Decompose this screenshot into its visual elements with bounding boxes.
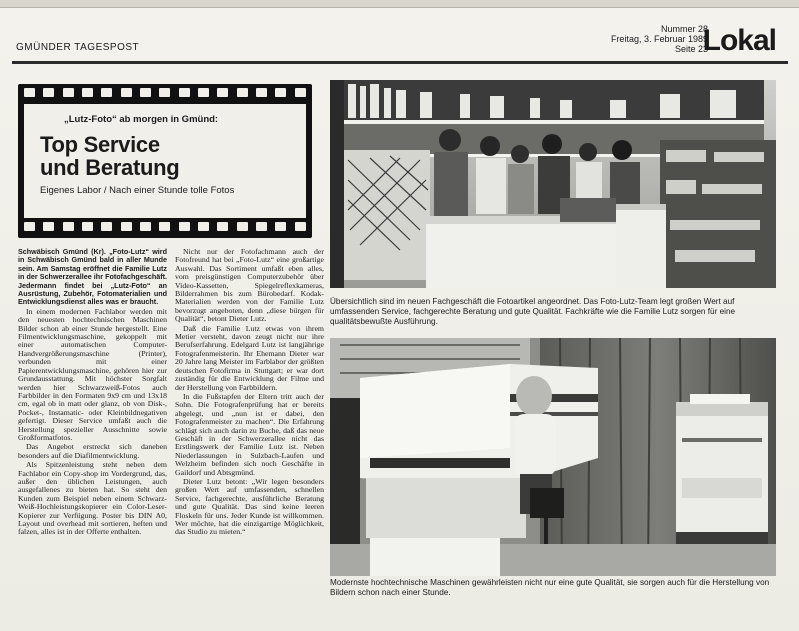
photo-caption-2: Modernste hochtechnische Maschinen gewährleisten nicht nur eine gute Qualität, sie sorgen auch für die Herstellung von Bildern schon nach einer Stunde. (330, 578, 770, 597)
headline-box (24, 104, 306, 218)
article-lead: Schwäbisch Gmünd (Kr). „Foto-Lutz“ wird in Schwäbisch Gmünd bald in aller Munde sein. Am Samstag eröffnet die Familie Lutz in der Schwerzerallee ihr Fotofachgeschäft. Jedermann findet bei „Lutz-Foto“ an Ausrüstung, Zubehör, Fotomaterialien und Entwicklungsdienst alles was er braucht. (18, 247, 167, 307)
article-column-2 (175, 248, 324, 628)
article-body (18, 248, 324, 628)
film-perforations-bottom (24, 222, 306, 234)
article-paragraph: Als Spitzenleistung steht neben dem Fachlabor ein Copy-shop im Vordergrund, das, außer den üblichen Leistungen, auch ausgefallenes zu bieten hat. So steht den Kunden zum Beispiel neben einem Schwarz-Weiß-Hochleistungskopierer ein Color-Leser-Kopierer zur Verfügung. Poster bis DIN A0, Layout und overhead mit sortieren, heften und falzen, alles ist in der Offerte enthalten. (18, 460, 167, 537)
photo-caption-1: Übersichtlich sind im neuen Fachgeschäft die Fotoartikel angeordnet. Das Foto-Lutz-Team legt großen Wert auf umfassenden Service, fachgerechte Beratung und gute Qualität. Fachkräfte wie die Familie Lutz sorgen für eine qualitätsbewußte Ausführung. (330, 297, 736, 326)
article-column-1 (18, 248, 167, 628)
issue-info (578, 24, 708, 54)
article-subhead: Eigenes Labor / Nach einer Stunde tolle Fotos (40, 185, 235, 196)
paper-name: GMÜNDER TAGESPOST (16, 42, 140, 53)
article-paragraph: Dieter Lutz betont: „Wir legen besonders großen Wert auf umfassenden, schnellen Service, fachgerechte, ausführliche Beratung und gute Qualität. Das sind keine leeren Floskeln für uns. Jeder Kunde ist willkommen. Wer möchte, hat die einzigartige Möglichkeit, das Studio zu mieten.“ (175, 476, 324, 537)
headline-line-2: und Beratung (40, 155, 180, 180)
article-paragraph: Daß die Familie Lutz etwas von ihrem Metier versteht, davon zeugt nicht nur ihre Berufserfahrung. Edelgard Lutz ist langjährige Fotografenmeisterin. Ihr Ehemann Dieter war 20 Jahre lang Meister im Farblabor der größten deutschen Fotofirma in Stuttgart; er war dort zuständig für die Entwicklung der Filme und der Herstellung von Farbbildern. (175, 323, 324, 392)
article-paragraph: Nicht nur der Fotofachmann auch der Fotofreund hat bei „Foto-Lutz“ eine großartige Auswahl. Das Sortiment umfaßt eben alles, vom preisgünstigen Computerzubehör über Video-Kassetten, Spiegelreflexkameras, Bilderrahmen bis zum Bürobedarf. Kodak-Materialien werden von der Familie Lutz bevorzugt angeboten, denn „diese bürgen für Qualität“, betont Dieter Lutz. (175, 247, 324, 324)
article-kicker: „Lutz-Foto“ ab morgen in Gmünd: (64, 114, 219, 125)
issue-number: Nummer 28 (660, 24, 708, 34)
article-headline (40, 133, 298, 179)
headline-line-1: Top Service (40, 132, 160, 157)
headline-film-strip (18, 84, 312, 238)
masthead (12, 22, 788, 62)
masthead-rule (12, 61, 788, 64)
lab-machines-photo (330, 338, 776, 576)
page-number: Seite 23 (674, 44, 708, 54)
issue-date: Freitag, 3. Februar 1989 (610, 34, 708, 44)
article-paragraph: In einem modernen Fachlabor werden mit den neuesten hochtechnischen Maschinen Bilder schon ab einer Stunde hergestellt. Eine Filmentwicklungsmaschine, gekoppelt mit einer automatischen Computer-Handvergrößerungsmaschine (Printer), verbunden mit einer Papierentwicklungsmaschine, gehören hier zur Grundausstattung. Mit höchster Sorgfalt werden hier Schwarzweiß-Fotos auch Farbbilder in den Formaten 9x9 cm und 13x18 cm, egal ob in matt oder glanz, ob von Disk-, Pocket-, Instamatic- oder Kleinbildnegativen gefertigt. Dieser Service umfaßt auch die Herstellung spezieller Ausschnitte sowie Großformatfotos. (18, 306, 167, 442)
section-title: Lokal (702, 24, 776, 57)
shop-team-photo (330, 80, 776, 288)
page-fold (0, 0, 799, 8)
film-perforations-top (24, 88, 306, 100)
article-paragraph: In die Fußstapfen der Eltern tritt auch der Sohn. Die Fotografenprüfung hat er bereits abgelegt, und „nun ist er dabei, den Fotografenmeister zu machen“. Die Erfahrung schlägt sich auch darin zu Buche, daß das neue Geschäft in der Schwerzerallee nicht das Erstlingswerk der Familie Lutz ist. Neben Niederlassungen in Sulzbach-Laufen und Welzheim befinden sich noch Geschäfte in Gaildorf und Abtsgmünd. (175, 391, 324, 477)
article-paragraph: Das Angebot erstreckt sich daneben besonders auf die Diafilmentwicklung. (18, 442, 167, 460)
